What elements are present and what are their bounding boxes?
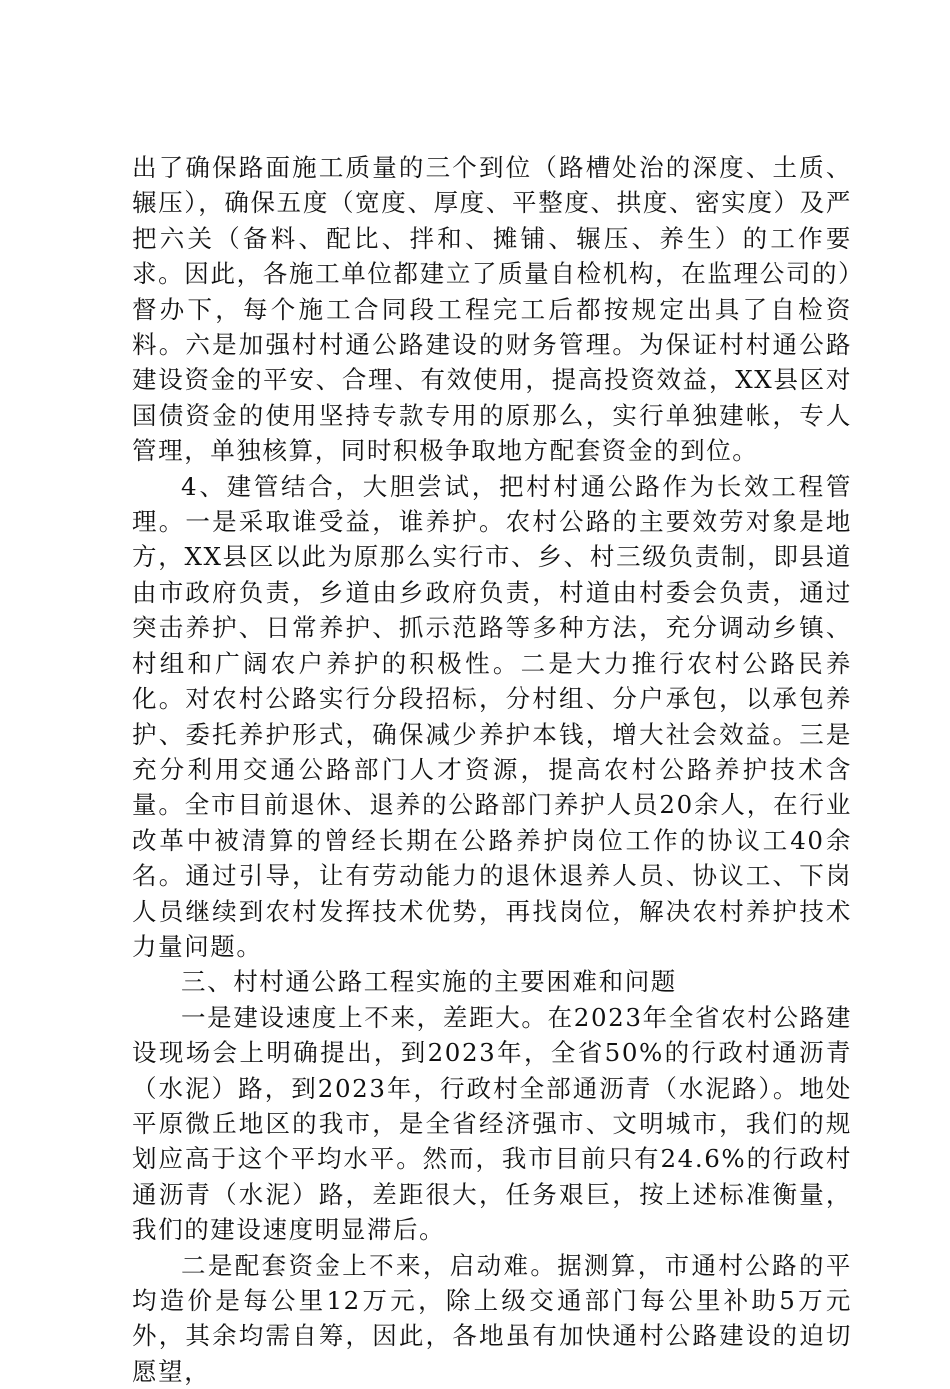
paragraph-quality-control: 出了确保路面施工质量的三个到位（路槽处治的深度、土质、辗压），确保五度（宽度、厚度、平整度、拱度、密实度）及严把六关（备料、配比、拌和、摊铺、辗压、养生）的工作要求。因此，各施工单位都建立了质量自检机构，在监理公司的）督办下，每个施工合同段工程完工后都按规定出具了自检资料。六是加强村村通公路建设的财务管理。为保证村村通公路建设资金的平安、合理、有效使用，提高投资效益，XX县区对国债资金的使用坚持专款专用的原那么，实行单独建帐，专人管理，单独核算，同时积极争取地方配套资金的到位。 [132,153,852,466]
section-heading-difficulties: 三、村村通公路工程实施的主要困难和问题 [181,967,677,997]
document-body [132,150,852,1389]
paragraph-maintenance-management: 4、建管结合，大胆尝试，把村村通公路作为长效工程管理。一是采取谁受益，谁养护。农村公路的主要效劳对象是地方，XX县区以此为原那么实行市、乡、村三级负责制，即县道由市政府负责，乡道由乡政府负责，村道由村委会负责，通过突击养护、日常养护、抓示范路等多种方法，充分调动乡镇、村组和广阔农户养护的积极性。二是大力推行农村公路民养化。对农村公路实行分段招标，分村组、分户承包，以承包养护、委托养护形式，确保减少养护本钱，增大社会效益。三是充分利用交通公路部门人才资源，提高农村公路养护技术含量。全市目前退休、退养的公路部门养护人员20余人，在行业改革中被清算的曾经长期在公路养护岗位工作的协议工40余名。通过引导，让有劳动能力的退休退养人员、协议工、下岗人员继续到农村发挥技术优势，再找岗位，解决农村养护技术力量问题。 [132,471,852,961]
paragraph-matching-funds: 二是配套资金上不来，启动难。据测算，市通村公路的平均造价是每公里12万元，除上级交通部门每公里补助5万元外，其余均需自筹，因此，各地虽有加快通村公路建设的迫切愿望， [132,1250,852,1386]
paragraph-construction-speed: 一是建设速度上不来，差距大。在2023年全省农村公路建设现场会上明确提出，到2023年，全省50%的行政村通沥青（水泥）路，到2023年，行政村全部通沥青（水泥路）。地处平原微丘地区的我市，是全省经济强市、文明城市，我们的规划应高于这个平均水平。然而，我市目前只有24.6%的行政村通沥青（水泥）路，差距很大，任务艰巨，按上述标准衡量，我们的建设速度明显滞后。 [132,1002,852,1245]
